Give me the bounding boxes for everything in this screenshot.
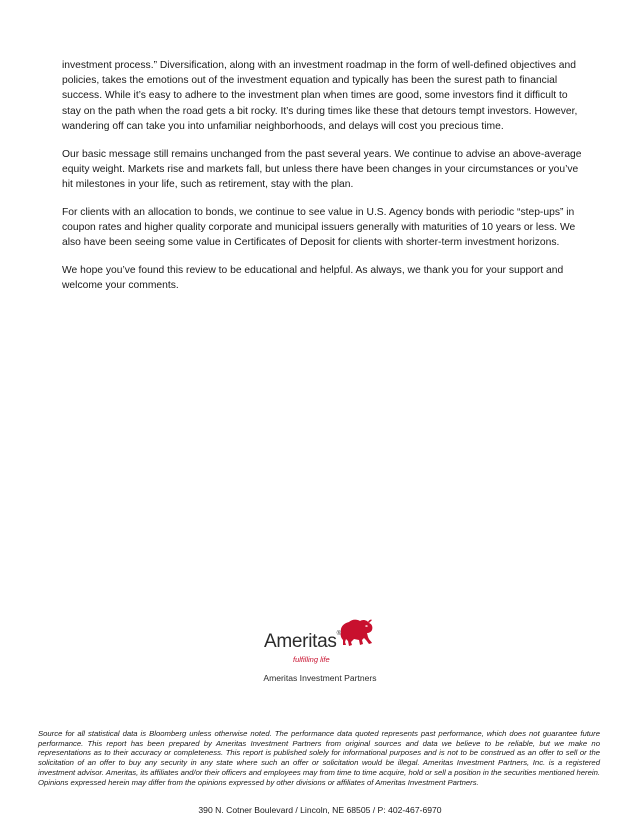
logo-wordmark: Ameritas® xyxy=(264,631,341,652)
body-paragraph-3: For clients with an allocation to bonds, we continue to see value in U.S. Agency bonds with periodic “step-ups” in coupon rates and higher quality corporate and municipal issuers generally with maturities of 10 years or less. We also have been seeing some value in Certificates of Deposit for clients with shorter-term investment horizons. xyxy=(62,206,576,249)
body-paragraph-1: investment process.” Diversification, along with an investment roadmap in the form of well-defined objectives and policies, takes the emotions out of the investment equation and typically has been the surest path to financial success. While it’s easy to adhere to the investment plan when times are good, some investors find it difficult to stay on the path when the road gets a bit rocky. It’s during times like these that detours tempt investors. However, wandering off can take you into unfamiliar neighborhoods, and delays will cost you precious time. xyxy=(62,60,578,132)
body-paragraph-2: Our basic message still remains unchanged from the past several years. We continue to advise an above-average equity weight. Markets rise and markets fall, but unless there have been changes in your circumstances or you’ve hit milestones in your life, such as retirement, stay with the plan. xyxy=(62,148,582,190)
body-text xyxy=(62,58,582,306)
footer-address: 390 N. Cotner Boulevard / Lincoln, NE 68505 / P: 402-467-6970 xyxy=(198,805,442,815)
logo-tagline: fulfilling life xyxy=(293,655,330,664)
disclaimer: Source for all statistical data is Bloomberg unless otherwise noted. The performance data quoted represents past performance, which does not guarantee future performance. This report has been prepared by Ameritas Investment Partners from original sources and data we believe to be reliable, but we make no representations as to their accuracy or completeness. This report is published solely for informational purposes and is not to be construed as an offer to sell or the solicitation of an offer to buy any security in any state where such an offer or solicitation would be illegal. Ameritas Investment Partners, Inc. is a registered investment advisor. Ameritas, its affiliates and/or their officers and employees may from time to time acquire, hold or sell a position in the securities mentioned herein. Opinions expressed herein may differ from the opinions expressed by other divisions or affiliates of Ameritas Investment Partners. xyxy=(38,729,600,787)
bison-icon xyxy=(338,618,374,648)
company-name: Ameritas Investment Partners xyxy=(263,673,377,683)
ameritas-logo xyxy=(260,616,380,666)
body-paragraph-4: We hope you’ve found this review to be educational and helpful. As always, we thank you for your support and welcome your comments. xyxy=(62,264,564,291)
